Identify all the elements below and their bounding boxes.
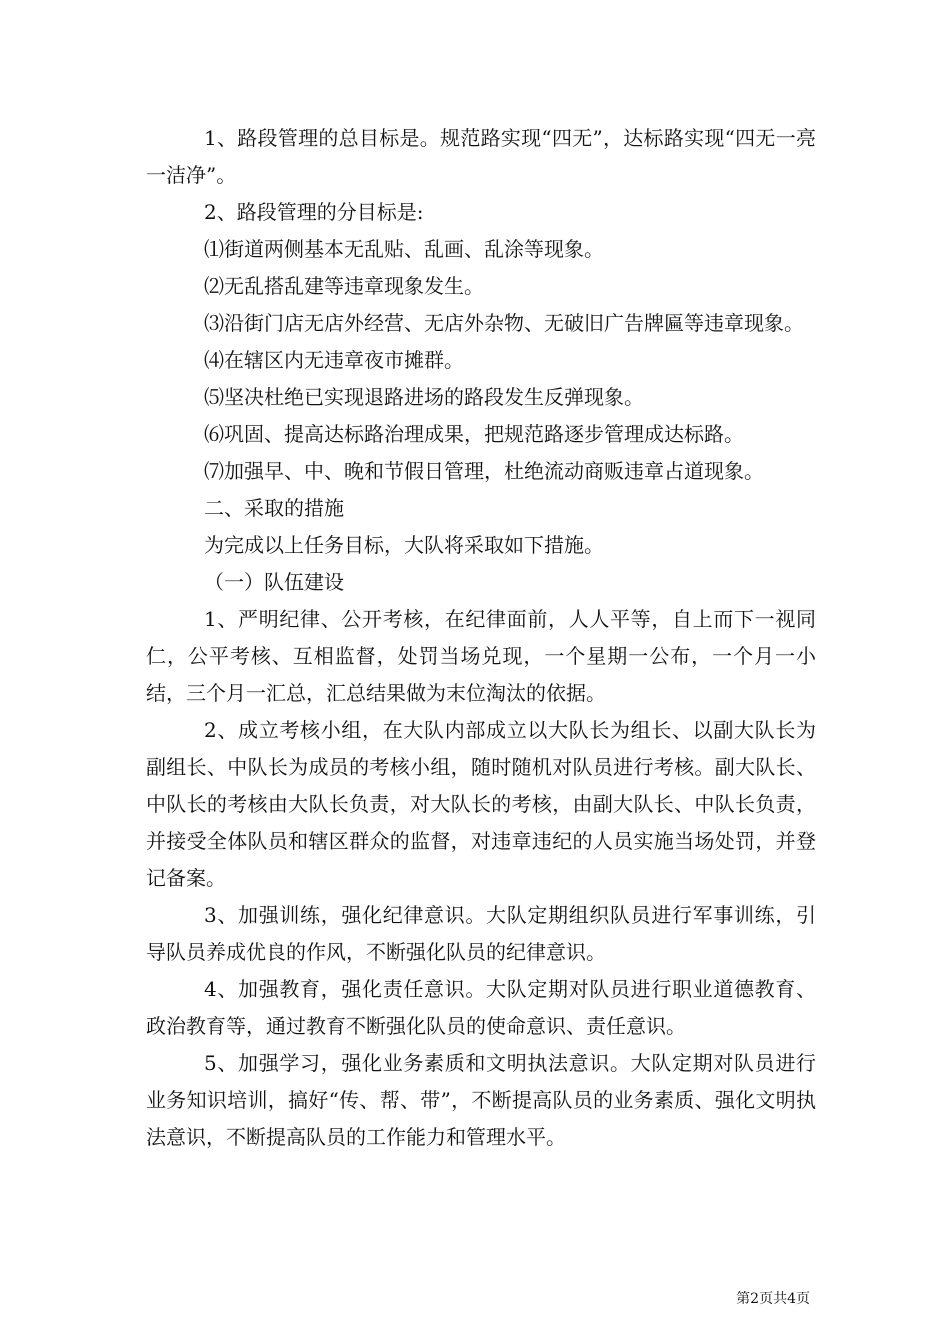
goal-item-7: ⑺加强早、中、晚和节假日管理，杜绝流动商贩违章占道现象。 bbox=[204, 459, 764, 483]
goal-item-1: ⑴街道两侧基本无乱贴、乱画、乱涂等现象。 bbox=[204, 237, 604, 261]
goal-item-4: ⑷在辖区内无违章夜市摊群。 bbox=[204, 348, 464, 372]
team-measure-3: 3、加强训练，强化纪律意识。大队定期组织队员进行军事训练，引导队员养成优良的作风，不断强化队员的纪律意识。 bbox=[146, 903, 816, 964]
goal-item-6: ⑹巩固、提高达标路治理成果，把规范路逐步管理成达标路。 bbox=[204, 422, 744, 446]
goal-item-3: ⑶沿街门店无店外经营、无店外杂物、无破旧广告牌匾等违章现象。 bbox=[204, 311, 804, 335]
goal-item-5: ⑸坚决杜绝已实现退路进场的路段发生反弹现象。 bbox=[204, 385, 644, 409]
goal-overall-paragraph: 1、路段管理的总目标是。规范路实现“四无”，达标路实现“四无一亮一洁净”。 bbox=[146, 126, 816, 187]
section-heading-measures: 二、采取的措施 bbox=[204, 496, 344, 520]
team-measure-5: 5、加强学习，强化业务素质和文明执法意识。大队定期对队员进行业务知识培训，搞好“传、帮、带”，不断提高队员的业务素质、强化文明执法意识，不断提高队员的工作能力和管理水平。 bbox=[146, 1051, 816, 1149]
goal-sub-heading: 2、路段管理的分目标是: bbox=[204, 200, 424, 224]
team-measure-1: 1、严明纪律、公开考核，在纪律面前，人人平等，自上而下一视同仁，公平考核、互相监督，处罚当场兑现，一个星期一公布，一个月一小结，三个月一汇总，汇总结果做为末位淘汰的依据。 bbox=[146, 607, 816, 705]
team-measure-4: 4、加强教育，强化责任意识。大队定期对队员进行职业道德教育、政治教育等，通过教育不断强化队员的使命意识、责任意识。 bbox=[146, 977, 816, 1038]
document-body bbox=[146, 120, 816, 1156]
measures-intro: 为完成以上任务目标，大队将采取如下措施。 bbox=[204, 533, 604, 557]
team-measure-2: 2、成立考核小组，在大队内部成立以大队长为组长、以副大队长为副组长、中队长为成员的考核小组，随时随机对队员进行考核。副大队长、中队长的考核由大队长负责，对大队长的考核，由副大队长、中队长负责，并接受全体队员和辖区群众的监督，对违章违纪的人员实施当场处罚，并登记备案。 bbox=[146, 718, 816, 890]
subsection-heading-team: （一）队伍建设 bbox=[204, 570, 344, 594]
goal-item-2: ⑵无乱搭乱建等违章现象发生。 bbox=[204, 274, 484, 298]
page-number: 第2页共4页 bbox=[736, 1291, 810, 1307]
